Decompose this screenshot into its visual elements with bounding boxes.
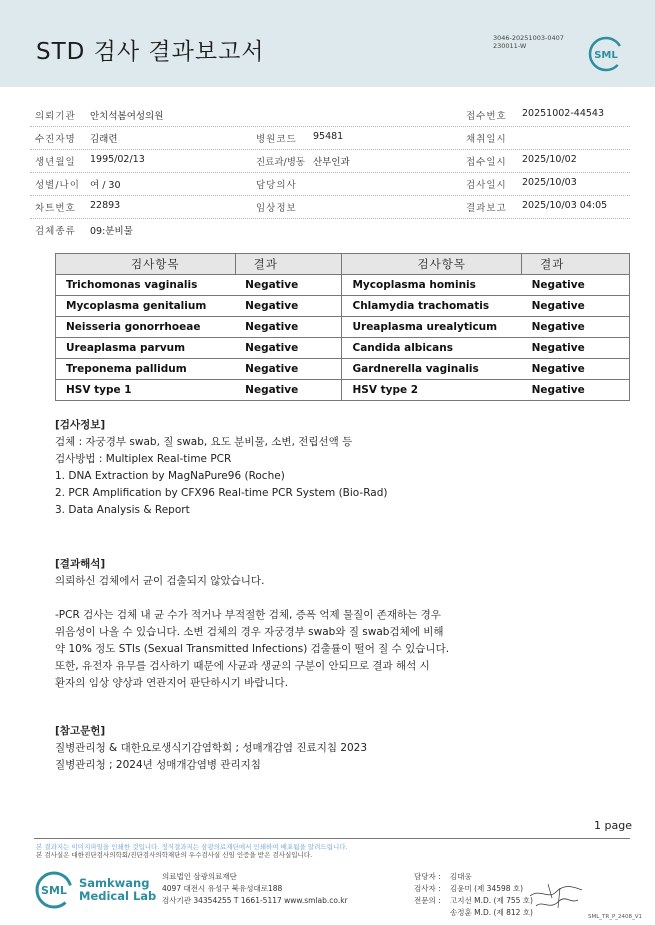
- staff-role: 전문의 :: [414, 896, 441, 905]
- test-item: Trichomonas vaginalis: [56, 275, 236, 296]
- test-item: Chlamydia trachomatis: [342, 296, 522, 317]
- staff-name: 김윤미 (제 34598 호): [450, 884, 524, 893]
- footer-notice-print: 본 결과지는 이미지파일을 인쇄한 것입니다. 정식결과지는 삼광의료재단에서 인쇄하여 배포됨을 알려드립니다.: [36, 843, 348, 851]
- patient-info: [30, 104, 630, 242]
- sexage-value: 여 / 30: [90, 180, 121, 191]
- staff-row: [414, 871, 533, 883]
- references-section: [55, 723, 367, 774]
- interpretation-line: 약 10% 정도 STIs (Sexual Transmitted Infections) 검출률이 떨어 질 수 있습니다.: [55, 643, 450, 655]
- test-result: Negative: [522, 275, 630, 296]
- info-row: [30, 104, 630, 127]
- patient-label: 수진자명: [35, 134, 76, 145]
- test-info-line: 검사방법 : Multiplex Real-time PCR: [55, 453, 232, 465]
- reference-line: 질병관리청 & 대한요로생식기감염학회 ; 성매개감염 진료지침 2023: [55, 742, 368, 754]
- footer-notice-accreditation: 본 검사실은 대한진단검사의학회/진단검사의학재단의 우수검사실 신임 인증을 받은 검사실입니다.: [36, 851, 313, 859]
- brand-line2: Medical Lab: [79, 889, 157, 903]
- report-header: [0, 0, 655, 87]
- test-item: Treponema pallidum: [56, 359, 236, 380]
- form-code: SML_TR_P_2408_V1: [588, 914, 643, 920]
- institution-label: 의뢰기관: [35, 111, 76, 122]
- interpretation-heading: [결과해석]: [55, 558, 106, 570]
- test-item: HSV type 1: [56, 380, 236, 401]
- specimen-value: 09:분비물: [90, 226, 133, 237]
- test-item: Neisseria gonorrhoeae: [56, 317, 236, 338]
- test-result: Negative: [235, 359, 342, 380]
- chart-value: 22893: [90, 200, 121, 211]
- test-item: Candida albicans: [342, 338, 522, 359]
- institution-value: 안치석봄여성의원: [90, 111, 164, 122]
- test-info-line: 3. Data Analysis & Report: [55, 504, 190, 516]
- test-result: Negative: [522, 359, 630, 380]
- test-item: Gardnerella vaginalis: [342, 359, 522, 380]
- clinical-label: 임상정보: [256, 203, 297, 214]
- reference-line: 질병관리청 ; 2024년 성매개감염병 관리지침: [55, 759, 261, 771]
- tested-value: 2025/10/03: [522, 177, 577, 188]
- results-table: [55, 253, 630, 401]
- interpretation-line: -PCR 검사는 검체 내 균 수가 적거나 부적절한 검체, 증폭 억제 물질이 존재하는 경우: [55, 609, 441, 621]
- org-contact: 검사기관 34354255 T 1661-5117 www.smlab.co.kr: [162, 896, 348, 905]
- footer-divider: [34, 838, 630, 839]
- test-result: Negative: [522, 338, 630, 359]
- samkwang-logo-icon: [34, 870, 74, 910]
- receipt-no-label: 접수번호: [466, 111, 507, 122]
- table-row: [56, 359, 630, 380]
- document-id: [493, 34, 564, 50]
- info-row: [30, 173, 630, 196]
- test-info-section: [55, 417, 387, 519]
- interpretation-section: [55, 556, 449, 692]
- specimen-label: 검체종류: [35, 226, 76, 237]
- test-info-line: 2. PCR Amplification by CFX96 Real-time PCR System (Bio-Rad): [55, 487, 388, 499]
- logo-text: SML: [594, 50, 618, 61]
- hospital-code-value: 95481: [313, 131, 344, 142]
- test-result: Negative: [235, 380, 342, 401]
- test-item: Mycoplasma genitalium: [56, 296, 236, 317]
- org-address: 4097 대전시 유성구 북유성대로188: [162, 884, 283, 893]
- interpretation-summary: 의뢰하신 검체에서 균이 검출되지 않았습니다.: [55, 575, 265, 587]
- staff-name: 고지선 M.D. (제 755 호): [450, 896, 533, 905]
- info-row: [30, 196, 630, 219]
- received-label: 접수일시: [466, 157, 507, 168]
- birth-value: 1995/02/13: [90, 154, 145, 165]
- page-title: STD 검사 결과보고서: [36, 39, 265, 65]
- results-header-row: [56, 254, 630, 275]
- receipt-no-value: 20251002-44543: [522, 108, 605, 119]
- interpretation-line: 위음성이 나올 수 있습니다. 소변 검체의 경우 자궁경부 swab와 질 swab검체에 비해: [55, 626, 444, 638]
- test-result: Negative: [235, 296, 342, 317]
- sml-logo-icon: [588, 36, 624, 72]
- table-row: [56, 296, 630, 317]
- info-row: [30, 150, 630, 173]
- document-id-line2: 230011-W: [493, 42, 527, 50]
- reported-value: 2025/10/03 04:05: [522, 200, 608, 211]
- table-row: [56, 275, 630, 296]
- hospital-code-label: 병원코드: [256, 134, 297, 145]
- test-info-heading: [검사정보]: [55, 419, 106, 431]
- footer-staff: [414, 871, 533, 919]
- col-item-header: 검사항목: [56, 254, 236, 275]
- test-info-line: 1. DNA Extraction by MagNaPure96 (Roche): [55, 470, 285, 482]
- test-result: Negative: [235, 317, 342, 338]
- test-result: Negative: [235, 275, 342, 296]
- info-row: [30, 127, 630, 150]
- collected-label: 채취일시: [466, 134, 507, 145]
- test-item: Ureaplasma urealyticum: [342, 317, 522, 338]
- birth-label: 생년월일: [35, 157, 76, 168]
- signature-icon: [520, 880, 590, 914]
- col-item-header: 검사항목: [342, 254, 522, 275]
- brand-line1: Samkwang: [79, 876, 150, 890]
- interpretation-line: 환자의 임상 양상과 연관지어 판단하시기 바랍니다.: [55, 677, 289, 689]
- staff-row: [414, 907, 533, 919]
- dept-value: 산부인과: [313, 157, 350, 168]
- staff-name: 김대웅: [450, 872, 472, 881]
- table-row: [56, 338, 630, 359]
- test-result: Negative: [235, 338, 342, 359]
- test-result: Negative: [522, 317, 630, 338]
- received-value: 2025/10/02: [522, 154, 577, 165]
- org-name: 의료법인 삼광의료재단: [162, 872, 237, 881]
- staff-role: 검사자 :: [414, 884, 441, 893]
- test-info-line: 검체 : 자궁경부 swab, 질 swab, 요도 분비물, 소변, 전립선액 등: [55, 436, 353, 448]
- dept-label: 진료과/병동: [256, 157, 306, 168]
- patient-value: 김래련: [90, 134, 118, 145]
- info-row: [30, 219, 630, 242]
- staff-row: [414, 895, 533, 907]
- footer-organization: [162, 871, 348, 907]
- test-result: Negative: [522, 380, 630, 401]
- test-result: Negative: [522, 296, 630, 317]
- test-item: Mycoplasma hominis: [342, 275, 522, 296]
- chart-label: 차트번호: [35, 203, 76, 214]
- document-id-line1: 3046-20251003-0407: [493, 34, 564, 42]
- table-row: [56, 317, 630, 338]
- test-item: HSV type 2: [342, 380, 522, 401]
- tested-label: 검사일시: [466, 180, 507, 191]
- staff-name: 송정훈 M.D. (제 812 호): [450, 908, 533, 917]
- reported-label: 결과보고: [466, 203, 507, 214]
- staff-row: [414, 883, 533, 895]
- sexage-label: 성별/나이: [35, 180, 80, 191]
- doctor-label: 담당의사: [256, 180, 297, 191]
- staff-role: 담당자 :: [414, 872, 441, 881]
- references-heading: [참고문헌]: [55, 725, 106, 737]
- test-item: Ureaplasma parvum: [56, 338, 236, 359]
- page-number: 1 page: [594, 819, 632, 832]
- col-result-header: 결과: [235, 254, 342, 275]
- table-row: [56, 380, 630, 401]
- interpretation-line: 또한, 유전자 유무를 검사하기 때문에 사균과 생균의 구분이 안되므로 결과 해석 시: [55, 660, 430, 672]
- footer-brand: [79, 877, 156, 903]
- col-result-header: 결과: [522, 254, 630, 275]
- footer-logo-text: SML: [41, 884, 67, 897]
